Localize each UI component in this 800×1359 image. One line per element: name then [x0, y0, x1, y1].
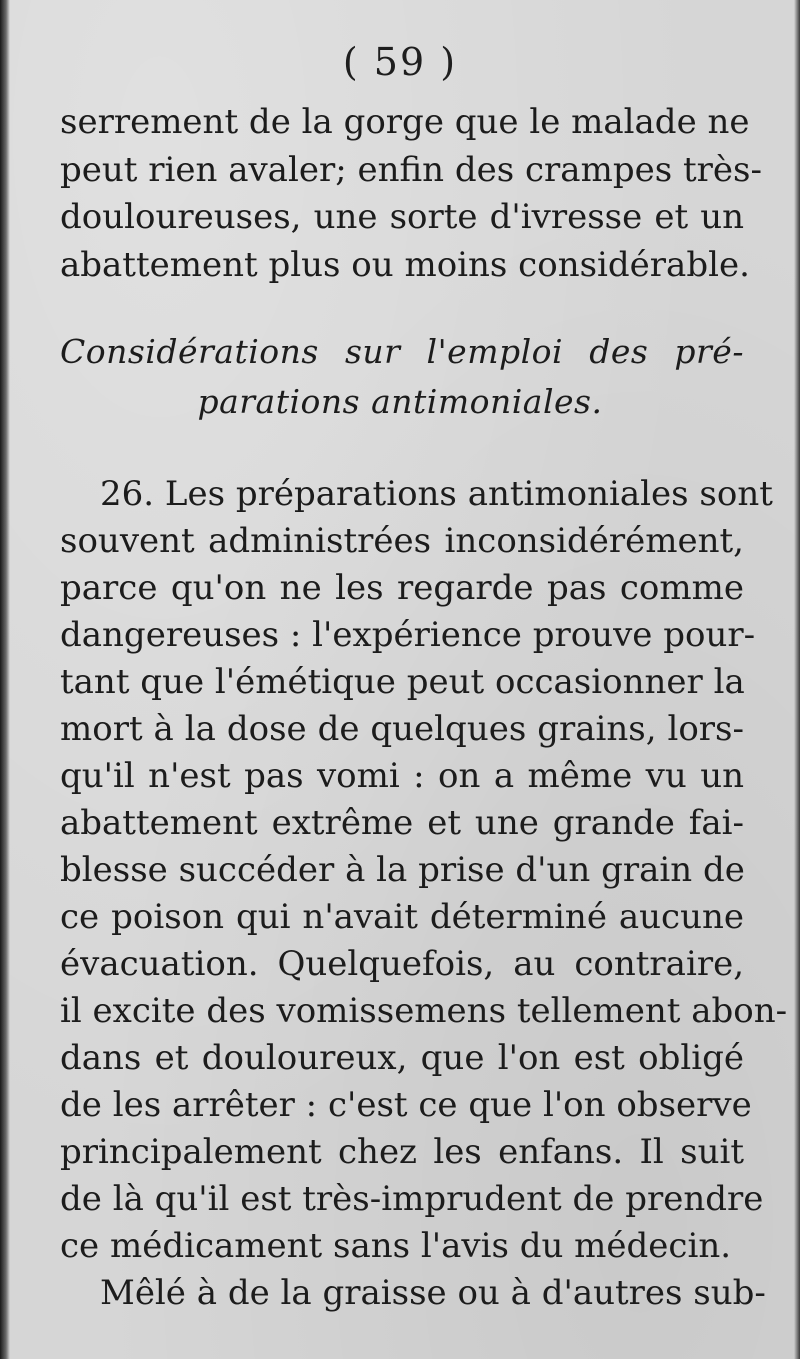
heading-line: Considérations sur l'emploi des pré- — [60, 332, 744, 371]
text-line: ce poison qui n'avait déterminé aucune — [60, 897, 744, 937]
page-shadow-right — [794, 0, 800, 1359]
text-line: Mêlé à de la graisse ou à d'autres sub- — [100, 1273, 766, 1313]
heading-line: parations antimoniales. — [197, 382, 603, 421]
text-line: mort à la dose de quelques grains, lors- — [60, 709, 744, 749]
text-line: parce qu'on ne les regarde pas comme — [60, 568, 744, 608]
text-line: douloureuses, une sorte d'ivresse et un — [60, 197, 744, 237]
text-line: ce médicament sans l'avis du médecin. — [60, 1226, 732, 1266]
text-line: blesse succéder à la prise d'un grain de — [60, 850, 745, 890]
text-line: peut rien avaler; enfin des crampes très- — [60, 150, 762, 190]
text-line: serrement de la gorge que le malade ne — [60, 102, 750, 142]
page-number: ( 59 ) — [342, 40, 458, 84]
text-line: dans et douloureux, que l'on est obligé — [60, 1038, 744, 1078]
text-line: évacuation. Quelquefois, au contraire, — [60, 944, 744, 984]
text-line: il excite des vomissemens tellement abon- — [60, 991, 788, 1031]
text-line: qu'il n'est pas vomi : on a même vu un — [60, 756, 744, 796]
text-line: de là qu'il est très-imprudent de prendre — [60, 1179, 764, 1219]
text-line: tant que l'émétique peut occasionner la — [60, 662, 745, 702]
page-shadow-left — [0, 0, 10, 1359]
text-line: 26. Les préparations antimoniales sont — [100, 474, 773, 514]
text-line: abattement extrême et une grande fai- — [60, 803, 744, 843]
text-line: abattement plus ou moins considérable. — [60, 245, 750, 285]
text-line: souvent administrées inconsidérément, — [60, 521, 744, 561]
text-line: dangereuses : l'expérience prouve pour- — [60, 615, 756, 655]
text-line: principalement chez les enfans. Il suit — [60, 1132, 744, 1172]
text-line: de les arrêter : c'est ce que l'on observe — [60, 1085, 752, 1125]
